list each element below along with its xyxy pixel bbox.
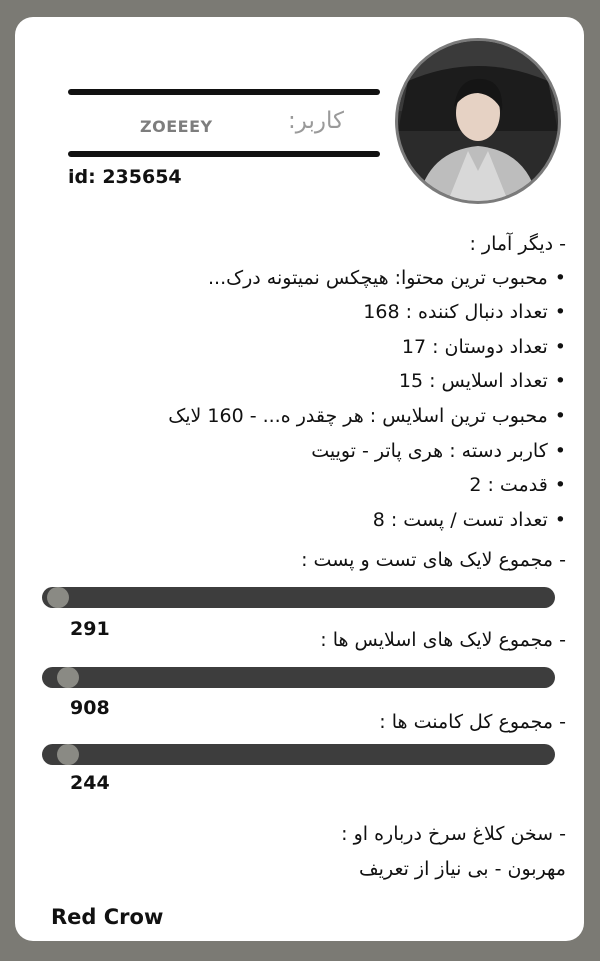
total-value: 291 (70, 618, 110, 640)
username-label: کاربر: (288, 108, 344, 134)
username: ZOEEEY (140, 117, 213, 136)
avatar (395, 38, 561, 204)
total-label: - مجموع لایک های تست و پست : (301, 549, 566, 571)
progress-handle (57, 744, 79, 765)
username-bottom-rule (68, 151, 380, 157)
stat-item: • قدمت : 2 (469, 474, 566, 496)
username-top-rule (68, 89, 380, 95)
stat-item: • کاربر دسته : هری پاتر - توییت (311, 440, 566, 462)
stat-item: • محبوب ترین اسلایس : هر چقدر ه... - 160 لایک (168, 405, 566, 427)
total-progress-bar (42, 667, 555, 688)
total-progress-bar (42, 587, 555, 608)
total-value: 244 (70, 772, 110, 794)
profile-photo-icon (398, 41, 558, 201)
progress-handle (57, 667, 79, 688)
stat-item: • تعداد تست / پست : 8 (373, 509, 566, 531)
about-heading: - سخن کلاغ سرخ درباره او : (341, 823, 566, 845)
stat-item: • تعداد اسلایس : 15 (399, 370, 566, 392)
stat-item: • تعداد دوستان : 17 (402, 336, 566, 358)
total-label: - مجموع لایک های اسلایس ها : (320, 629, 566, 651)
total-progress-bar (42, 744, 555, 765)
user-id: id: 235654 (68, 166, 182, 188)
stat-item: • محبوب ترین محتوا: هیچکس نمیتونه درک... (208, 267, 566, 289)
total-value: 908 (70, 697, 110, 719)
total-label: - مجموع کل کامنت ها : (379, 711, 566, 733)
about-text: مهربون - بی نیاز از تعریف (359, 858, 566, 880)
stats-heading: - دیگر آمار : (469, 233, 566, 255)
signature: Red Crow (51, 905, 164, 929)
progress-handle (47, 587, 69, 608)
stat-item: • تعداد دنبال کننده : 168 (363, 301, 566, 323)
